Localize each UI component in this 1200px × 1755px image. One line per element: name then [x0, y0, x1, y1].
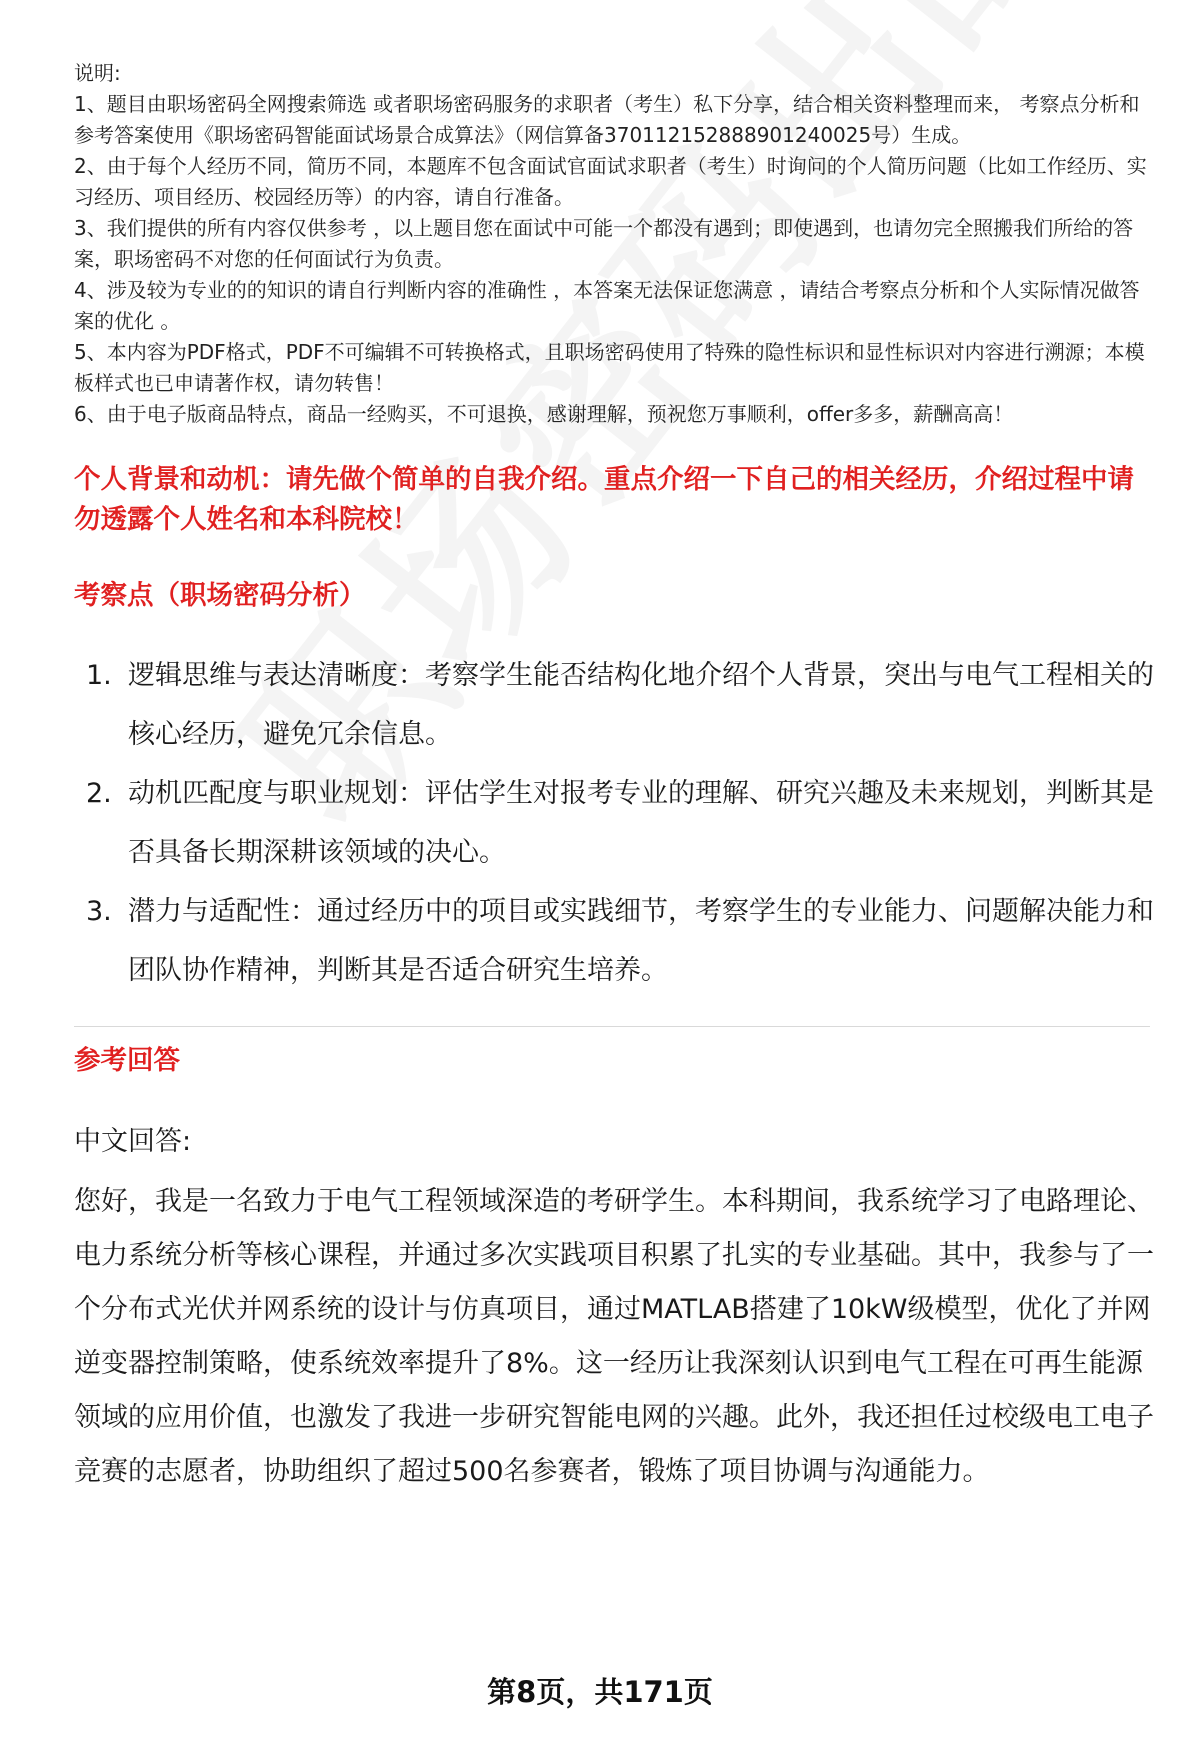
note-item: 5、本内容为PDF格式，PDF不可编辑不可转换格式，且职场密码使用了特殊的隐性标识和显性标识对内容进行溯源；本模板样式也已申请著作权，请勿转售！ [74, 340, 1145, 395]
analysis-points [74, 646, 1154, 1000]
note-item: 1、题目由职场密码全网搜索筛选 或者职场密码服务的求职者（考生）私下分享，结合相关资料整理而来， 考察点分析和参考答案使用《职场密码智能面试场景合成算法》（网信算备370112152888901240025号）生成。 [74, 92, 1140, 147]
answer-label: 中文回答: [74, 1126, 192, 1157]
section-divider [74, 1026, 1150, 1027]
note-item: 3、我们提供的所有内容仅供参考 ，以上题目您在面试中可能一个都没有遇到；即使遇到，也请勿完全照搬我们所给的答案，职场密码不对您的任何面试行为负责。 [74, 216, 1134, 271]
analysis-title: 考察点（职场密码分析） [74, 580, 366, 611]
point-text: 逻辑思维与表达清晰度：考察学生能否结构化地介绍个人背景，突出与电气工程相关的核心经历，避免冗余信息。 [128, 660, 1154, 750]
list-item [74, 646, 1154, 764]
document-page [74, 58, 1154, 1499]
point-text: 潜力与适配性：通过经历中的项目或实践细节，考察学生的专业能力、问题解决能力和团队协作精神，判断其是否适合研究生培养。 [128, 896, 1154, 986]
interview-question: 个人背景和动机：请先做个简单的自我介绍。重点介绍一下自己的相关经历，介绍过程中请勿透露个人姓名和本科院校！ [74, 464, 1134, 535]
point-text: 动机匹配度与职业规划：评估学生对报考专业的理解、研究兴趣及未来规划，判断其是否具备长期深耕该领域的决心。 [128, 778, 1154, 868]
note-item: 4、涉及较为专业的的知识的请自行判断内容的准确性 ，本答案无法保证您满意 ，请结合考察点分析和个人实际情况做答案的优化 。 [74, 278, 1140, 333]
list-item [74, 882, 1154, 1000]
page-number: 第8页，共171页 [487, 1675, 713, 1709]
list-number: 2. [86, 778, 112, 809]
answer-text: 您好，我是一名致力于电气工程领域深造的考研学生。本科期间，我系统学习了电路理论、电力系统分析等核心课程，并通过多次实践项目积累了扎实的专业基础。其中，我参与了一个分布式光伏并网系统的设计与仿真项目，通过MATLAB搭建了10kW级模型，优化了并网逆变器控制策略，使系统效率提升了8%。这一经历让我深刻认识到电气工程在可再生能源领域的应用价值，也激发了我进一步研究智能电网的兴趣。此外，我还担任过校级电工电子竞赛的志愿者，协助组织了超过500名参赛者，锻炼了项目协调与沟通能力。 [74, 1186, 1154, 1487]
list-number: 1. [86, 660, 112, 691]
note-item: 2、由于每个人经历不同，简历不同，本题库不包含面试官面试求职者（考生）时询问的个人简历问题（比如工作经历、实习经历、项目经历、校园经历等）的内容，请自行准备。 [74, 154, 1147, 209]
notes-title: 说明: [74, 61, 121, 85]
note-item: 6、由于电子版商品特点，商品一经购买，不可退换，感谢理解，预祝您万事顺利，offer多多，薪酬高高！ [74, 402, 1014, 426]
list-number: 3. [86, 896, 112, 927]
list-item [74, 764, 1154, 882]
reference-title: 参考回答 [74, 1045, 180, 1076]
disclaimer-notes [74, 58, 1154, 430]
